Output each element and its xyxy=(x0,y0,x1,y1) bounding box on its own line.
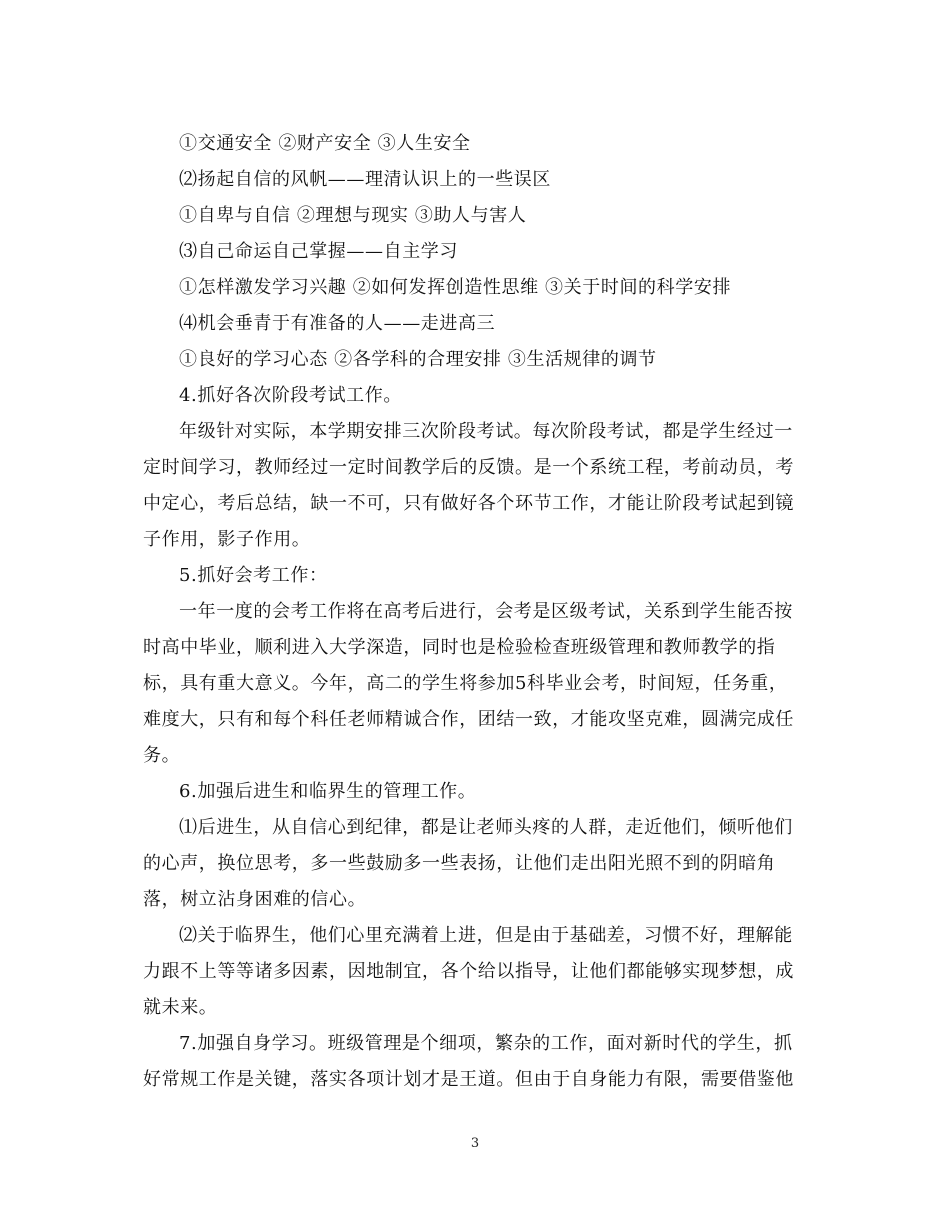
body-paragraph: ⑵关于临界生，他们心里充满着上进，但是由于基础差，习惯不好，理解能力跟不上等等诸多因素，因地制宜，各个给以指导，让他们都能够实现梦想，成就未来。 xyxy=(143,925,794,1018)
body-paragraph: ⑴后进生，从自信心到纪律，都是让老师头疼的人群，走近他们，倾听他们的心声，换位思考，多一些鼓励多一些表扬，让他们走出阳光照不到的阴暗角落，树立沾身困难的信心。 xyxy=(143,817,793,910)
section-heading: 4.抓好各次阶段考试工作。 xyxy=(179,385,402,406)
section-heading: 5.抓好会考工作： xyxy=(179,565,328,586)
sub-item-line: ①自卑与自信 ②理想与现实 ③助人与害人 xyxy=(179,205,527,226)
body-paragraph: 年级针对实际，本学期安排三次阶段考试。每次阶段考试，都是学生经过一定时间学习，教师经过一定时间教学后的反馈。是一个系统工程，考前动员，考中定心，考后总结，缺一不可，只有做好各个环节工作，才能让阶段考试起到镜子作用，影子作用。 xyxy=(143,421,794,550)
sub-heading: ⑵扬起自信的风帆——理清认识上的一些误区 xyxy=(179,169,551,190)
document-body xyxy=(143,126,803,1098)
sub-item-line: ①良好的学习心态 ②各学科的合理安排 ③生活规律的调节 xyxy=(179,349,657,370)
sub-heading: ⑷机会垂青于有准备的人——走进高三 xyxy=(179,313,496,334)
page-number: 3 xyxy=(470,1136,480,1151)
sub-item-line: ①怎样激发学习兴趣 ②如何发挥创造性思维 ③关于时间的科学安排 xyxy=(179,277,732,298)
body-paragraph: 一年一度的会考工作将在高考后进行，会考是区级考试，关系到学生能否按时高中毕业，顺利进入大学深造，同时也是检验检查班级管理和教师教学的指标，具有重大意义。今年，高二的学生将参加5科毕业会考，时间短，任务重，难度大，只有和每个科任老师精诚合作，团结一致，才能攻坚克难，圆满完成任务。 xyxy=(143,601,794,766)
body-paragraph: 7.加强自身学习。班级管理是个细项，繁杂的工作，面对新时代的学生，抓好常规工作是关键，落实各项计划才是王道。但由于自身能力有限，需要借鉴他 xyxy=(143,1033,794,1090)
sub-heading: ⑶自己命运自己掌握——自主学习 xyxy=(179,241,458,262)
sub-item-line: ①交通安全 ②财产安全 ③人生安全 xyxy=(179,133,471,154)
section-heading: 6.加强后进生和临界生的管理工作。 xyxy=(179,781,477,802)
